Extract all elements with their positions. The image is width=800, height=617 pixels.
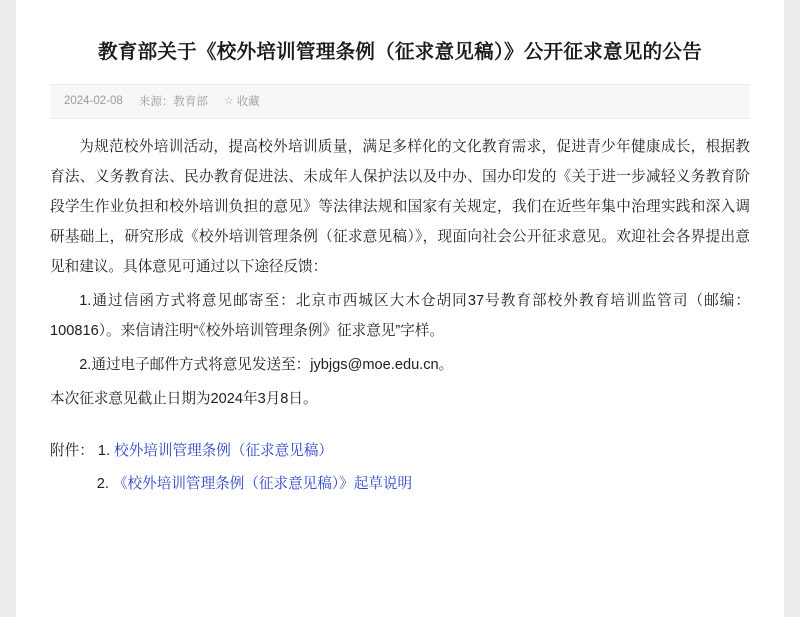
attachment-2-number: 2. xyxy=(96,476,109,493)
attachment-row-1 xyxy=(50,437,750,467)
article-page xyxy=(16,0,784,617)
attachments-label: 附件： xyxy=(50,442,94,459)
attachment-1-link[interactable]: 校外培训管理条例（征求意见稿） xyxy=(114,442,334,459)
paragraph-channel-mail: 1.通过信函方式将意见邮寄至：北京市西城区大木仓胡同37号教育部校外教育培训监管司（邮编：100816）。来信请注明“《校外培训管理条例》征求意见”字样。 xyxy=(50,292,750,339)
paragraph-channel-email: 2.通过电子邮件方式将意见发送至：jybjgs@moe.edu.cn。 xyxy=(79,356,454,373)
favorite-label: 收藏 xyxy=(236,96,260,109)
attachments-section xyxy=(50,437,750,501)
paragraph-deadline: 本次征求意见截止日期为2024年3月8日。 xyxy=(50,390,318,407)
star-icon: ☆ xyxy=(223,94,234,107)
attachment-2-link[interactable]: 《校外培训管理条例（征求意见稿）》起草说明 xyxy=(112,476,413,493)
attachment-row-2 xyxy=(50,470,750,500)
page-title: 教育部关于《校外培训管理条例（征求意见稿）》公开征求意见的公告 xyxy=(97,41,703,64)
attachment-1-number: 1. xyxy=(97,442,111,459)
article-meta-bar xyxy=(50,84,750,119)
publish-date: 2024-02-08 xyxy=(64,95,123,108)
article-source: 来源：教育部 xyxy=(138,96,208,109)
article-body xyxy=(16,119,784,500)
paragraph-intro: 为规范校外培训活动，提高校外培训质量，满足多样化的文化教育需求，促进青少年健康成长，根据教育法、义务教育法、民办教育促进法、未成年人保护法以及中办、国办印发的《关于进一步减轻义务教育阶段学生作业负担和校外培训负担的意见》等法律法规和国家有关规定，我们在近些年集中治理实践和深入调研基础上，研究形成《校外培训管理条例（征求意见稿）》，现面向社会公开征求意见。欢迎社会各界提出意见和建议。具体意见可通过以下途径反馈： xyxy=(50,139,750,275)
favorite-button[interactable] xyxy=(224,93,260,109)
